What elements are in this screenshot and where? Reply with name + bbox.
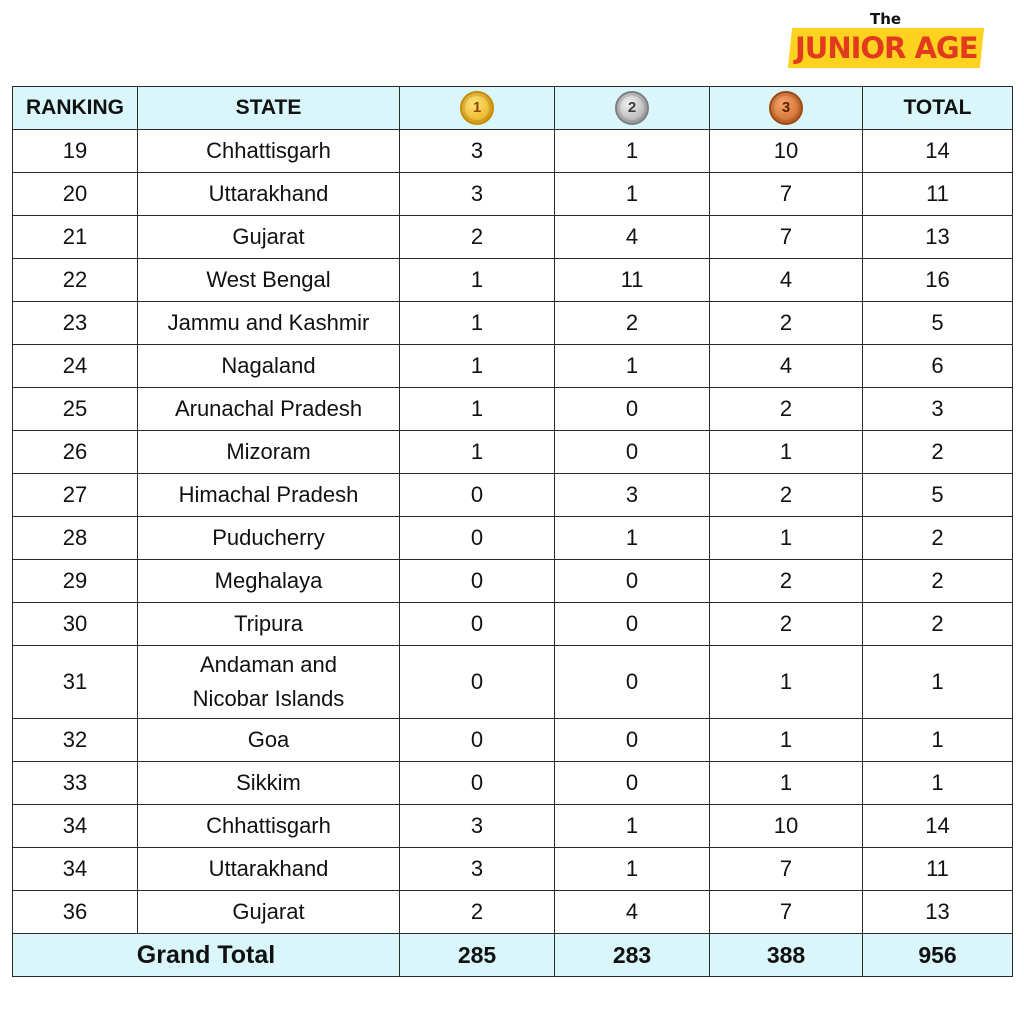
total-cell: 2 xyxy=(863,560,1013,603)
grand-total-total: 956 xyxy=(863,934,1013,977)
header-ranking: RANKING xyxy=(13,87,138,130)
bronze-medal-icon: 3 xyxy=(769,91,803,125)
state-cell: Andaman and Nicobar Islands xyxy=(138,646,400,719)
rank-cell: 25 xyxy=(13,388,138,431)
total-cell: 6 xyxy=(863,345,1013,388)
silver-medal-icon: 2 xyxy=(615,91,649,125)
state-cell: Goa xyxy=(138,719,400,762)
header-gold xyxy=(400,87,555,130)
bronze-cell: 7 xyxy=(710,173,863,216)
total-cell: 2 xyxy=(863,603,1013,646)
rank-cell: 34 xyxy=(13,848,138,891)
gold-cell: 1 xyxy=(400,388,555,431)
silver-cell: 0 xyxy=(555,719,710,762)
state-cell: Chhattisgarh xyxy=(138,130,400,173)
total-cell: 3 xyxy=(863,388,1013,431)
header-state: STATE xyxy=(138,87,400,130)
total-cell: 1 xyxy=(863,719,1013,762)
header-silver xyxy=(555,87,710,130)
silver-cell: 4 xyxy=(555,891,710,934)
total-cell: 5 xyxy=(863,474,1013,517)
logo-the-text: The xyxy=(870,10,902,28)
rank-cell: 19 xyxy=(13,130,138,173)
gold-cell: 0 xyxy=(400,603,555,646)
rank-cell: 33 xyxy=(13,762,138,805)
logo-band xyxy=(788,28,984,68)
table-row xyxy=(13,719,1013,762)
rank-cell: 31 xyxy=(13,646,138,719)
bronze-cell: 2 xyxy=(710,474,863,517)
grand-total-bronze: 388 xyxy=(710,934,863,977)
bronze-cell: 10 xyxy=(710,805,863,848)
state-cell: West Bengal xyxy=(138,259,400,302)
table-row xyxy=(13,560,1013,603)
silver-cell: 1 xyxy=(555,345,710,388)
logo-main-text: JUNIOR AGE xyxy=(794,31,978,65)
total-cell: 11 xyxy=(863,848,1013,891)
table-body xyxy=(13,130,1013,934)
total-cell: 13 xyxy=(863,216,1013,259)
table-row xyxy=(13,805,1013,848)
state-cell: Gujarat xyxy=(138,216,400,259)
silver-cell: 2 xyxy=(555,302,710,345)
table-row xyxy=(13,173,1013,216)
gold-cell: 2 xyxy=(400,891,555,934)
gold-cell: 3 xyxy=(400,848,555,891)
silver-cell: 4 xyxy=(555,216,710,259)
table-row xyxy=(13,345,1013,388)
state-cell: Uttarakhand xyxy=(138,173,400,216)
grand-total-silver: 283 xyxy=(555,934,710,977)
gold-cell: 3 xyxy=(400,805,555,848)
table-row xyxy=(13,130,1013,173)
rank-cell: 20 xyxy=(13,173,138,216)
gold-cell: 0 xyxy=(400,517,555,560)
table-row xyxy=(13,891,1013,934)
silver-cell: 0 xyxy=(555,603,710,646)
rank-cell: 30 xyxy=(13,603,138,646)
table-header-row xyxy=(13,87,1013,130)
gold-cell: 1 xyxy=(400,431,555,474)
gold-cell: 0 xyxy=(400,762,555,805)
state-cell: Himachal Pradesh xyxy=(138,474,400,517)
rank-cell: 23 xyxy=(13,302,138,345)
table-row xyxy=(13,216,1013,259)
state-cell: Tripura xyxy=(138,603,400,646)
state-cell: Uttarakhand xyxy=(138,848,400,891)
table-row xyxy=(13,474,1013,517)
bronze-cell: 7 xyxy=(710,216,863,259)
header-total: TOTAL xyxy=(863,87,1013,130)
total-cell: 2 xyxy=(863,517,1013,560)
state-cell: Chhattisgarh xyxy=(138,805,400,848)
silver-cell: 0 xyxy=(555,762,710,805)
gold-cell: 3 xyxy=(400,173,555,216)
gold-medal-icon: 1 xyxy=(460,91,494,125)
table-row xyxy=(13,302,1013,345)
rank-cell: 34 xyxy=(13,805,138,848)
rank-cell: 27 xyxy=(13,474,138,517)
gold-cell: 1 xyxy=(400,302,555,345)
total-cell: 14 xyxy=(863,130,1013,173)
bronze-cell: 4 xyxy=(710,345,863,388)
rank-cell: 26 xyxy=(13,431,138,474)
grand-total-label: Grand Total xyxy=(13,934,400,977)
gold-cell: 3 xyxy=(400,130,555,173)
total-cell: 1 xyxy=(863,646,1013,719)
total-cell: 16 xyxy=(863,259,1013,302)
table-row xyxy=(13,603,1013,646)
state-cell: Arunachal Pradesh xyxy=(138,388,400,431)
state-cell: Sikkim xyxy=(138,762,400,805)
total-cell: 13 xyxy=(863,891,1013,934)
bronze-cell: 1 xyxy=(710,431,863,474)
grand-total-row xyxy=(13,934,1013,977)
total-cell: 14 xyxy=(863,805,1013,848)
silver-cell: 1 xyxy=(555,130,710,173)
bronze-cell: 2 xyxy=(710,560,863,603)
silver-cell: 0 xyxy=(555,431,710,474)
gold-cell: 0 xyxy=(400,474,555,517)
gold-cell: 0 xyxy=(400,719,555,762)
table-row xyxy=(13,388,1013,431)
silver-cell: 1 xyxy=(555,805,710,848)
bronze-cell: 1 xyxy=(710,762,863,805)
bronze-cell: 1 xyxy=(710,719,863,762)
total-cell: 1 xyxy=(863,762,1013,805)
grand-total-gold: 285 xyxy=(400,934,555,977)
total-cell: 5 xyxy=(863,302,1013,345)
rank-cell: 21 xyxy=(13,216,138,259)
gold-cell: 1 xyxy=(400,259,555,302)
junior-age-logo xyxy=(790,10,982,68)
silver-cell: 1 xyxy=(555,517,710,560)
silver-cell: 0 xyxy=(555,560,710,603)
gold-cell: 0 xyxy=(400,560,555,603)
rank-cell: 32 xyxy=(13,719,138,762)
bronze-cell: 2 xyxy=(710,603,863,646)
gold-cell: 0 xyxy=(400,646,555,719)
bronze-cell: 2 xyxy=(710,388,863,431)
state-cell: Mizoram xyxy=(138,431,400,474)
state-cell: Puducherry xyxy=(138,517,400,560)
bronze-cell: 10 xyxy=(710,130,863,173)
table-row xyxy=(13,259,1013,302)
state-cell: Jammu and Kashmir xyxy=(138,302,400,345)
header-bronze xyxy=(710,87,863,130)
state-cell: Gujarat xyxy=(138,891,400,934)
total-cell: 2 xyxy=(863,431,1013,474)
table-row xyxy=(13,848,1013,891)
silver-cell: 0 xyxy=(555,388,710,431)
state-cell: Nagaland xyxy=(138,345,400,388)
bronze-cell: 1 xyxy=(710,517,863,560)
rank-cell: 24 xyxy=(13,345,138,388)
silver-cell: 1 xyxy=(555,173,710,216)
table-row xyxy=(13,762,1013,805)
gold-cell: 2 xyxy=(400,216,555,259)
rank-cell: 29 xyxy=(13,560,138,603)
bronze-cell: 7 xyxy=(710,891,863,934)
state-cell: Meghalaya xyxy=(138,560,400,603)
silver-cell: 1 xyxy=(555,848,710,891)
silver-cell: 3 xyxy=(555,474,710,517)
table-row xyxy=(13,517,1013,560)
rank-cell: 22 xyxy=(13,259,138,302)
medal-tally-table xyxy=(12,86,1013,977)
bronze-cell: 1 xyxy=(710,646,863,719)
silver-cell: 11 xyxy=(555,259,710,302)
total-cell: 11 xyxy=(863,173,1013,216)
bronze-cell: 7 xyxy=(710,848,863,891)
rank-cell: 36 xyxy=(13,891,138,934)
table-row xyxy=(13,646,1013,719)
bronze-cell: 2 xyxy=(710,302,863,345)
bronze-cell: 4 xyxy=(710,259,863,302)
rank-cell: 28 xyxy=(13,517,138,560)
silver-cell: 0 xyxy=(555,646,710,719)
table-row xyxy=(13,431,1013,474)
gold-cell: 1 xyxy=(400,345,555,388)
